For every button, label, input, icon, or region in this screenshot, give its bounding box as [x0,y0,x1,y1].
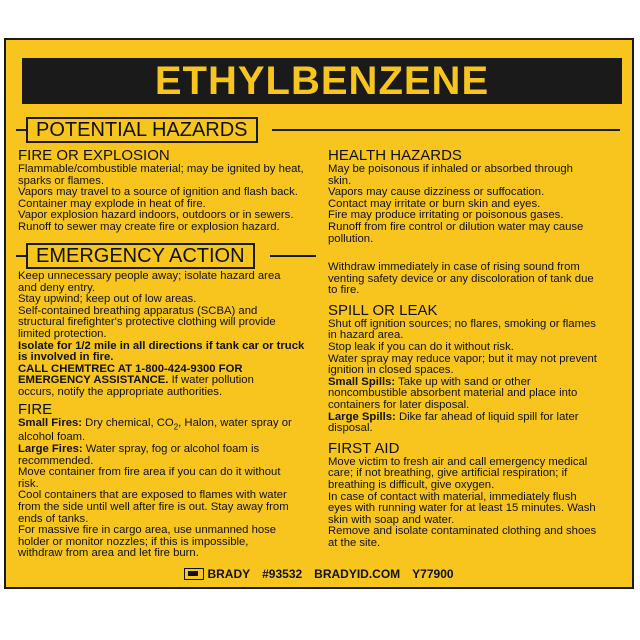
text-line: occurs, notify the appropriate authorities. [18,385,223,398]
health-hazards-heading: HEALTH HAZARDS [328,147,462,164]
text-line: Small Spills: Take up with sand or other [328,375,531,388]
text-line: alcohol foam. [18,431,86,444]
text-line: EMERGENCY ASSISTANCE. If water pollution [18,374,254,387]
text-line: Vapors may travel to a source of ignition and flash back. [18,186,298,199]
text-line: Large Spills: Dike far ahead of liquid spill for later [328,410,579,423]
text-line: Cool containers that are exposed to flames with water [18,489,287,502]
text-line: noncombustible absorbent material and place into [328,387,578,400]
text-line: eyes with running water for at least 15 minutes. Wash [328,502,596,515]
text-line: withdraw from area and let fire burn. [18,547,199,560]
spill-heading: SPILL OR LEAK [328,301,438,319]
text-line: Vapor explosion hazard indoors, outdoors or in sewers. [18,209,294,222]
text-line: Stay upwind; keep out of low areas. [18,293,197,306]
text-line: ends of tanks. [18,512,89,525]
text-line: disposal. [328,422,373,435]
part-number: #93532 [262,567,303,581]
text-line: Shut off ignition sources; no flares, smoking or flames [328,317,596,330]
section-rule-right [272,129,620,131]
text-line: Move container from fire area if you can do it without [18,466,281,479]
text-line: Self-contained breathing apparatus (SCBA) and [18,304,258,317]
text-line: Stop leak if you can do it without risk. [328,340,514,353]
text-line: Large Fires: Water spray, fog or alcohol foam is [18,442,260,455]
text-line: May be poisonous if inhaled or absorbed through [328,163,573,175]
section-rule-left [16,129,26,131]
text-line: Flammable/combustible material; may be ignited by heat, [18,163,304,175]
text-line: risk. [18,477,39,490]
fire-explosion-block [18,148,318,234]
text-line: skin with soap and water. [328,513,455,526]
text-line: from the side until well after fire is out. Stay away from [18,500,289,513]
text-line: Water spray may reduce vapor; but it may not prevent [328,352,597,365]
product-code: Y77900 [412,567,454,581]
text-line: holder or monitor nozzles; if this is impossible, [18,535,249,548]
text-line: Runoff from fire control or dilution water may cause [328,220,584,233]
health-hazards-block [328,148,628,245]
section-rule-right [270,255,316,257]
fire-explosion-heading: FIRE OR EXPLOSION [18,147,170,164]
text-line: breathing is difficult, give oxygen. [328,478,495,491]
text-line: Runoff to sewer may create fire or explosion hazard. [18,220,280,233]
chemical-name: ETHYLBENZENE [154,59,490,103]
text-line: Withdraw immediately in case of rising sound from [328,261,580,273]
text-line: Vapors may cause dizziness or suffocation. [328,186,545,199]
emergency-left-block [18,271,318,560]
emergency-right-block [328,262,628,549]
brady-logo: BRADY [184,567,250,581]
text-line: limited protection. [18,327,107,340]
title-bar [22,58,622,104]
section-rule-left [16,255,26,257]
text-line: Contact may irritate or burn skin and eyes. [328,197,541,210]
text-line: Container may explode in heat of fire. [18,197,206,210]
text-line: Keep unnecessary people away; isolate hazard area [18,270,281,282]
text-line: care; if not breathing, give artificial respiration; if [328,467,568,480]
brady-logo-icon [184,568,204,580]
text-line: structural firefighter's protective clothing will provide [18,316,276,329]
text-line: Remove and isolate contaminated clothing and shoes [328,525,597,538]
text-line: sparks or flames. [18,174,105,187]
text-line: Fire may produce irritating or poisonous gases. [328,209,564,222]
text-line: For massive fire in cargo area, use unmanned hose [18,524,277,537]
text-line: Move victim to fresh air and call emergency medical [328,455,588,468]
text-line: venting safety device or any discoloration of tank due [328,272,594,285]
text-line: pollution. [328,232,374,245]
website: BRADYID.COM [314,567,401,581]
label-footer [6,567,632,581]
hazard-label [4,38,634,589]
potential-hazards-header: POTENTIAL HAZARDS [26,117,258,143]
text-line: to fire. [328,284,360,297]
fire-heading: FIRE [18,400,53,418]
emergency-action-header: EMERGENCY ACTION [26,243,255,269]
text-line: containers for later disposal. [328,398,470,411]
text-line: Isolate for 1/2 mile in all directions if tank car or truck [18,339,305,352]
text-line: at the site. [328,536,381,549]
first-aid-heading: FIRST AID [328,439,400,457]
text-line: Small Fires: Dry chemical, $CO_2$, Halon, water spray or [18,416,292,431]
text-line: and deny entry. [18,281,96,294]
text-line: ignition in closed spaces. [328,364,454,377]
chemtrec-line: CALL CHEMTREC AT 1-800-424-9300 FOR [18,362,243,375]
text-line: In case of contact with material, immediately flush [328,490,577,503]
text-line: recommended. [18,454,94,467]
text-line: is involved in fire. [18,351,114,364]
text-line: in hazard area. [328,329,404,342]
text-line: skin. [328,174,352,187]
